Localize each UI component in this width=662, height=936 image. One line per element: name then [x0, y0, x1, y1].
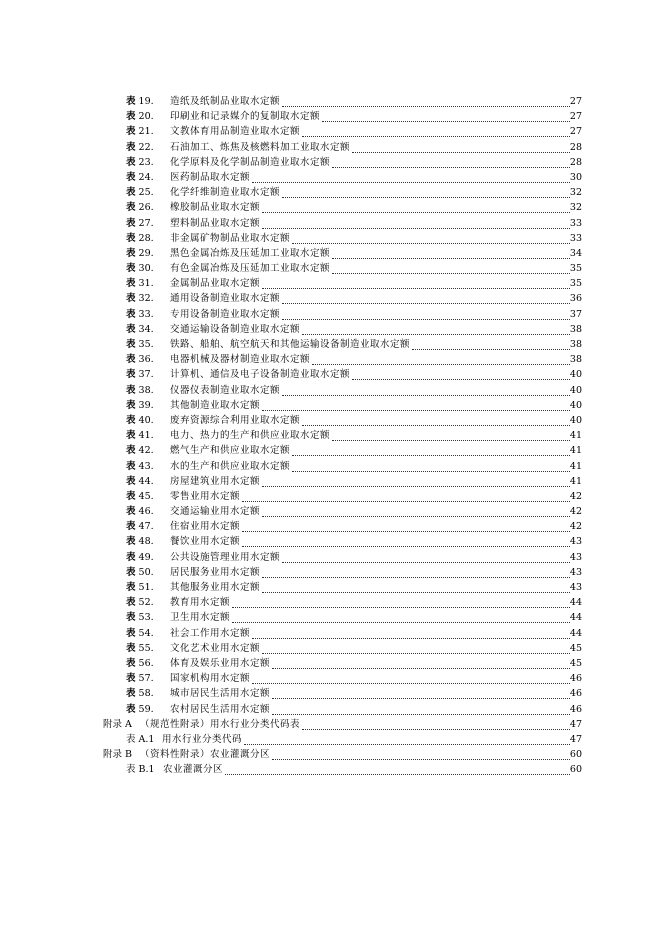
toc-entry-title: 通用设备制造业取水定额	[170, 293, 281, 305]
toc-entry[interactable]	[0, 702, 662, 717]
toc-entry-title: 教育用水定额	[170, 597, 231, 609]
toc-entry[interactable]	[0, 337, 662, 352]
toc-entry[interactable]	[0, 580, 662, 595]
toc-entry-page: 27	[569, 126, 582, 138]
toc-entry-label: 表 57.	[126, 673, 154, 685]
toc-entry-label: 表 41.	[126, 430, 154, 442]
toc-entry[interactable]	[0, 595, 662, 610]
toc-entry[interactable]	[0, 641, 662, 656]
toc-leader-dots	[412, 348, 570, 350]
toc-entry-page: 43	[569, 536, 582, 548]
toc-entry-label: 表 43.	[126, 460, 154, 472]
toc-entry-title: 橡胶制品业取水定额	[170, 202, 261, 214]
toc-entry-label: 表 42.	[126, 445, 154, 457]
toc-entry-page: 27	[569, 111, 582, 123]
toc-entry[interactable]	[0, 459, 662, 474]
toc-entry-label: 表 46.	[126, 506, 154, 518]
toc-entry-label: 表 39.	[126, 399, 154, 411]
toc-entry-appendix-b[interactable]	[0, 747, 662, 762]
toc-entry-label: 表 56.	[126, 657, 154, 669]
toc-entry-label: 表 54.	[126, 627, 154, 639]
toc-entry-label: 表 29.	[126, 247, 154, 259]
toc-entry-title: 体育及娱乐业用水定额	[170, 657, 271, 669]
toc-entry[interactable]	[0, 216, 662, 231]
toc-entry-title: 住宿业用水定额	[170, 521, 241, 533]
toc-entry-label: 表 21.	[126, 126, 154, 138]
toc-entry-page: 45	[569, 657, 582, 669]
toc-entry[interactable]	[0, 261, 662, 276]
toc-entry-label: 表 B.1	[126, 764, 155, 776]
toc-entry-title: 国家机构用水定额	[170, 673, 251, 685]
toc-entry-title: 废弃资源综合利用业取水定额	[170, 414, 301, 426]
toc-entry-page: 46	[569, 673, 582, 685]
toc-entry-label: 表 35.	[126, 339, 154, 350]
toc-entry-page: 44	[569, 612, 582, 624]
toc-entry-page: 46	[569, 703, 582, 715]
toc-entry-page: 28	[569, 141, 582, 153]
toc-entry[interactable]	[0, 352, 662, 367]
toc-entry[interactable]	[0, 519, 662, 534]
toc-entry-title: 化学纤维制造业取水定额	[170, 187, 281, 199]
toc-entry[interactable]	[0, 185, 662, 200]
toc-entry-label: 表 31.	[126, 278, 154, 290]
toc-leader-dots	[352, 151, 570, 153]
toc-entry[interactable]	[0, 307, 662, 322]
toc-leader-dots	[302, 333, 570, 335]
toc-leader-dots	[332, 166, 570, 168]
toc-leader-dots	[272, 667, 570, 669]
toc-entry-label: 表 A.1	[126, 733, 155, 745]
toc-entry-page: 33	[569, 232, 582, 244]
toc-entry[interactable]	[0, 534, 662, 549]
toc-entry[interactable]	[0, 155, 662, 170]
toc-entry-label: 表 47.	[126, 521, 154, 533]
toc-entry-title: 电力、热力的生产和供应业取水定额	[170, 430, 331, 442]
toc-entry[interactable]	[0, 367, 662, 382]
toc-entry[interactable]	[0, 656, 662, 671]
toc-entry-title: 卫生用水定额	[170, 612, 231, 624]
toc-entry-table-b1[interactable]	[0, 762, 662, 777]
toc-entry[interactable]	[0, 504, 662, 519]
toc-leader-dots	[292, 470, 570, 472]
toc-entry-title: 文教体育用品制造业取水定额	[170, 126, 301, 138]
toc-entry-page: 40	[569, 414, 582, 426]
toc-entry-label: 表 44.	[126, 475, 154, 487]
toc-entry-title: 餐饮业用水定额	[170, 536, 241, 548]
toc-leader-dots	[272, 697, 570, 699]
toc-leader-dots	[332, 272, 570, 274]
toc-leader-dots	[262, 485, 570, 487]
toc-entry-label: 表 48.	[126, 536, 154, 548]
toc-entry-title: （规范性附录）用水行业分类代码表	[140, 718, 301, 730]
toc-entry[interactable]	[0, 428, 662, 443]
toc-entry-page: 38	[569, 354, 582, 366]
toc-entry-title: 燃气生产和供应业取水定额	[170, 445, 291, 457]
toc-entry-title: 印刷业和记录媒介的复制取水定额	[170, 111, 321, 123]
toc-entry-title: 金属制品业取水定额	[170, 278, 261, 290]
toc-table-list	[0, 94, 662, 717]
toc-entry-page: 47	[569, 718, 582, 730]
toc-entry-label: 表 52.	[126, 597, 154, 609]
toc-leader-dots	[282, 561, 570, 563]
toc-entry-title: 专用设备制造业取水定额	[170, 308, 281, 320]
toc-leader-dots	[322, 120, 570, 122]
toc-leader-dots	[332, 439, 570, 441]
toc-entry-label: 表 23.	[126, 156, 154, 168]
toc-entry-label: 表 51.	[126, 582, 154, 593]
toc-entry-title: 居民服务业用水定额	[170, 566, 261, 578]
toc-entry-appendix-a[interactable]	[0, 717, 662, 732]
toc-entry-page: 35	[569, 263, 582, 275]
toc-entry[interactable]	[0, 550, 662, 565]
toc-entry-title: 有色金属冶炼及压延加工业取水定额	[170, 263, 331, 275]
toc-entry-label: 表 34.	[126, 323, 154, 335]
toc-entry-label: 表 53.	[126, 612, 154, 624]
toc-entry-page: 38	[569, 339, 582, 350]
toc-entry-title: 铁路、船舶、航空航天和其他运输设备制造业取水定额	[170, 339, 411, 350]
toc-entry[interactable]	[0, 489, 662, 504]
toc-entry[interactable]	[0, 322, 662, 337]
toc-entry-page: 43	[569, 566, 582, 578]
toc-leader-dots	[282, 318, 570, 320]
toc-entry-page: 42	[569, 490, 582, 502]
toc-entry-page: 40	[569, 369, 582, 381]
toc-entry-label: 表 40.	[126, 414, 154, 426]
toc-leader-dots	[262, 515, 570, 517]
toc-entry-page: 45	[569, 642, 582, 654]
toc-leader-dots	[292, 454, 570, 456]
toc-entry-label: 附录 B	[103, 749, 133, 761]
toc-entry-page: 60	[569, 749, 582, 761]
toc-entry-label: 表 49.	[126, 551, 154, 563]
toc-entry[interactable]	[0, 291, 662, 306]
toc-entry-title: （资料性附录）农业灌溉分区	[140, 749, 271, 761]
toc-leader-dots	[272, 758, 570, 760]
toc-leader-dots	[252, 682, 570, 684]
toc-leader-dots	[252, 637, 570, 639]
toc-entry-page: 40	[569, 399, 582, 411]
toc-entry-title: 仪器仪表制造业取水定额	[170, 384, 281, 396]
toc-leader-dots	[262, 287, 570, 289]
toc-leader-dots	[302, 728, 570, 730]
toc-entry-label: 表 36.	[126, 354, 154, 366]
toc-entry-title: 其他制造业取水定额	[170, 399, 261, 411]
toc-entry-title: 医药制品取水定额	[170, 171, 251, 183]
toc-entry-title: 电器机械及器材制造业取水定额	[170, 354, 311, 366]
toc-entry[interactable]	[0, 246, 662, 261]
toc-entry[interactable]	[0, 686, 662, 701]
toc-entry-page: 42	[569, 521, 582, 533]
toc-leader-dots	[292, 242, 570, 244]
toc-entry-table-a1[interactable]	[0, 732, 662, 747]
toc-entry-title: 用水行业分类代码	[162, 733, 243, 745]
toc-entry-label: 表 45.	[126, 490, 154, 502]
toc-entry-label: 表 20.	[126, 111, 154, 123]
toc-entry-page: 35	[569, 278, 582, 290]
toc-entry-page: 33	[569, 217, 582, 229]
toc-entry-page: 46	[569, 688, 582, 700]
toc-leader-dots	[262, 591, 570, 593]
toc-leader-dots	[262, 576, 570, 578]
toc-leader-dots	[244, 743, 570, 745]
toc-leader-dots	[302, 135, 570, 137]
toc-entry[interactable]	[0, 94, 662, 109]
toc-entry[interactable]	[0, 398, 662, 413]
toc-entry-title: 农村居民生活用水定额	[170, 703, 271, 715]
toc-entry-title: 塑料制品业取水定额	[170, 217, 261, 229]
toc-entry-page: 41	[569, 430, 582, 442]
toc-entry[interactable]	[0, 109, 662, 124]
toc-leader-dots	[262, 409, 570, 411]
toc-entry-page: 32	[569, 187, 582, 199]
toc-entry-title: 其他服务业用水定额	[170, 582, 261, 593]
toc-entry-label: 表 50.	[126, 566, 154, 578]
toc-leader-dots	[352, 378, 570, 380]
toc-entry-page: 41	[569, 445, 582, 457]
toc-entry-title: 造纸及纸制品业取水定额	[170, 96, 281, 107]
toc-entry-page: 38	[569, 323, 582, 335]
toc-entry-title: 计算机、通信及电子设备制造业取水定额	[170, 369, 351, 381]
toc-entry[interactable]	[0, 383, 662, 398]
toc-entry[interactable]	[0, 276, 662, 291]
toc-entry-page: 44	[569, 627, 582, 639]
toc-entry-page: 37	[569, 308, 582, 320]
toc-entry-label: 表 25.	[126, 187, 154, 199]
toc-leader-dots	[282, 394, 570, 396]
toc-entry-label: 表 33.	[126, 308, 154, 320]
toc-entry-page: 42	[569, 506, 582, 518]
toc-entry-page: 47	[569, 733, 582, 745]
toc-leader-dots	[232, 621, 570, 623]
toc-entry-label: 表 28.	[126, 232, 154, 244]
toc-leader-dots	[262, 227, 570, 229]
toc-entry-title: 黑色金属冶炼及压延加工业取水定额	[170, 247, 331, 259]
toc-entry[interactable]	[0, 124, 662, 139]
toc-entry-page: 32	[569, 202, 582, 214]
toc-entry-page: 60	[569, 764, 582, 776]
toc-entry-page: 44	[569, 597, 582, 609]
toc-leader-dots	[242, 500, 570, 502]
toc-leader-dots	[302, 424, 570, 426]
toc-leader-dots	[272, 713, 570, 715]
toc-entry-label: 表 58.	[126, 688, 154, 700]
toc-entry[interactable]	[0, 140, 662, 155]
toc-entry[interactable]	[0, 231, 662, 246]
toc-entry-label: 表 27.	[126, 217, 154, 229]
toc-entry-page: 36	[569, 293, 582, 305]
toc-entry-title: 城市居民生活用水定额	[170, 688, 271, 700]
toc-entry[interactable]	[0, 413, 662, 428]
toc-entry-title: 交通运输设备制造业取水定额	[170, 323, 301, 335]
toc-leader-dots	[262, 211, 570, 213]
toc-entry-title: 石油加工、炼焦及核燃料加工业取水定额	[170, 141, 351, 153]
toc-entry-title: 农业灌溉分区	[163, 764, 224, 776]
toc-entry[interactable]	[0, 626, 662, 641]
toc-leader-dots	[282, 105, 570, 107]
toc-leader-dots	[242, 545, 570, 547]
toc-entry[interactable]	[0, 474, 662, 489]
toc-entry-label: 表 32.	[126, 293, 154, 305]
toc-entry-title: 房屋建筑业用水定额	[170, 475, 261, 487]
toc-entry-page: 28	[569, 156, 582, 168]
toc-entry[interactable]	[0, 200, 662, 215]
toc-entry-page: 40	[569, 384, 582, 396]
toc-entry-label: 表 24.	[126, 171, 154, 183]
toc-entry-page: 43	[569, 582, 582, 593]
toc-entry[interactable]	[0, 610, 662, 625]
toc-entry[interactable]	[0, 671, 662, 686]
toc-entry-page: 41	[569, 460, 582, 472]
toc-entry-page: 30	[569, 171, 582, 183]
toc-leader-dots	[232, 606, 570, 608]
toc-entry-title: 非金属矿物制品业取水定额	[170, 232, 291, 244]
toc-entry[interactable]	[0, 443, 662, 458]
toc-leader-dots	[262, 652, 570, 654]
toc-entry-title: 交通运输业用水定额	[170, 506, 261, 518]
toc-entry-label: 表 55.	[126, 642, 154, 654]
toc-leader-dots	[282, 196, 570, 198]
toc-entry-title: 零售业用水定额	[170, 490, 241, 502]
toc-entry-label: 表 59.	[126, 703, 154, 715]
toc-entry-page: 41	[569, 475, 582, 487]
toc-entry[interactable]	[0, 565, 662, 580]
toc-leader-dots	[242, 530, 570, 532]
toc-leader-dots	[332, 257, 570, 259]
toc-entry-label: 表 19.	[126, 96, 154, 107]
toc-leader-dots	[282, 302, 570, 304]
toc-leader-dots	[312, 363, 570, 365]
toc-entry-page: 27	[569, 96, 582, 107]
toc-entry[interactable]	[0, 170, 662, 185]
toc-entry-label: 表 30.	[126, 263, 154, 275]
toc-entry-label: 表 26.	[126, 202, 154, 214]
toc-leader-dots	[225, 773, 570, 775]
toc-entry-label: 附录 A	[103, 718, 132, 730]
toc-entry-label: 表 38.	[126, 384, 154, 396]
toc-entry-page: 34	[569, 247, 582, 259]
toc-entry-title: 化学原料及化学制品制造业取水定额	[170, 156, 331, 168]
toc-leader-dots	[252, 181, 570, 183]
toc-entry-label: 表 37.	[126, 369, 154, 381]
toc-entry-title: 文化艺术业用水定额	[170, 642, 261, 654]
toc-entry-title: 水的生产和供应业取水定额	[170, 460, 291, 472]
toc-entry-label: 表 22.	[126, 141, 154, 153]
toc-entry-title: 公共设施管理业用水定额	[170, 551, 281, 563]
table-of-contents	[0, 94, 662, 777]
toc-entry-title: 社会工作用水定额	[170, 627, 251, 639]
toc-entry-page: 43	[569, 551, 582, 563]
